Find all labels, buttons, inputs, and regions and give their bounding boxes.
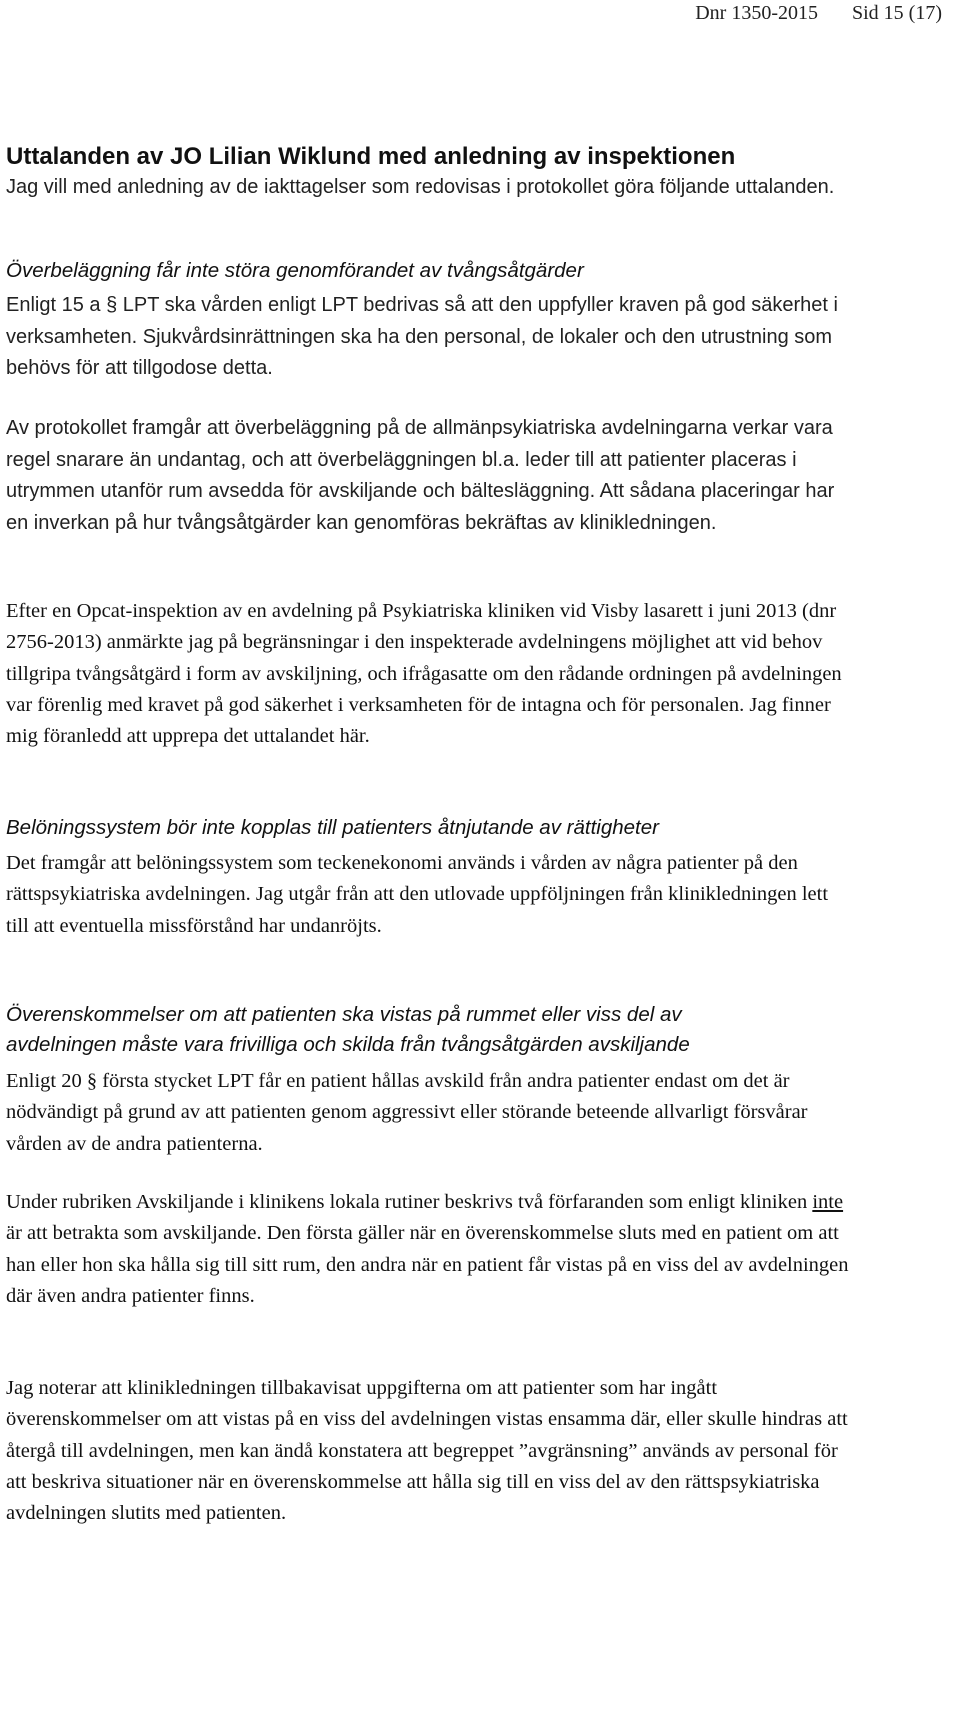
intro-paragraph: Jag vill med anledning av de iakttagelser som redovisas i protokollet göra följande uttalanden. bbox=[6, 176, 835, 198]
section3-paragraph-2 bbox=[6, 1187, 852, 1312]
paragraph-text: Under rubriken Avskiljande i klinikens lokala rutiner beskrivs två förfaranden som enligt kliniken bbox=[6, 1191, 813, 1213]
underlined-word: inte bbox=[812, 1191, 844, 1213]
section2-paragraph-1: Det framgår att belöningssystem som teckenekonomi används i vården av några patienter på den rättspsykiatriska avdelningen. Jag utgår från att den utlovade uppföljningen från klinikledningen lett till att eventuella missförstånd har undanröjts. bbox=[6, 852, 829, 937]
section1-paragraph-1: Enligt 15 a § LPT ska vården enligt LPT bedrivas så att den uppfyller kraven på god säkerhet i verksamheten. Sjukvårdsinrättningen ska ha den personal, de lokaler och den utrustning som behövs för att tillgodose detta. bbox=[6, 294, 838, 379]
section3-paragraph-3: Jag noterar att klinikledningen tillbakavisat uppgifterna om att patienter som har ingått överenskommelser om att vistas på en viss del avdelningen vistas ensamma där, eller skulle hindras att återgå till avdelningen, men kan ändå konstatera att begreppet ”avgränsning” används av personal för att beskriva situationer när en överenskommelse att hålla sig till en viss del av den rättspsykiatriska avdelningen slutits med patienten. bbox=[6, 1377, 848, 1525]
section1-paragraph-3: Efter en Opcat-inspektion av en avdelning på Psykiatriska kliniken vid Visby lasarett i juni 2013 (dnr 2756-2013) anmärkte jag på begränsningar i den inspekterade avdelningens möjlighet att vid behov tillgripa tvångsåtgärd i form av avskiljning, och ifrågasatte om den rådande ordningen på avdelningen var förenlig med kravet på god säkerhet i verksamheten för de intagna och för personalen. Jag finner mig föranledd att upprepa det uttalandet här. bbox=[6, 600, 842, 748]
section1-paragraph-2: Av protokollet framgår att överbeläggning på de allmänpsykiatriska avdelningarna verkar vara regel snarare än undantag, och att överbeläggningen bl.a. leder till att patienter placeras i utrymmen utanför rum avsedda för avskiljande och bältesläggning. Att sådana placeringar har en inverkan på hur tvångsåtgärder kan genomföras bekräftas av klinikledningen. bbox=[6, 417, 835, 534]
paragraph-text: är att betrakta som avskiljande. Den första gäller när en överenskommelse sluts med en patient om att han eller hon ska hålla sig till sitt rum, den andra när en patient får vistas på en viss del av avdelningen där även andra patienter finns. bbox=[6, 1222, 849, 1307]
section-heading-line-1: Överenskommelser om att patienten ska vistas på rummet eller viss del av bbox=[6, 1003, 682, 1026]
section-heading-line-2: avdelningen måste vara frivilliga och skilda från tvångsåtgärden avskiljande bbox=[6, 1033, 690, 1056]
section3-paragraph-1: Enligt 20 § första stycket LPT får en patient hållas avskild från andra patienter endast om det är nödvändigt på grund av att patienten genom aggressivt eller störande beteende allvarligt försvårar vården av de andra patienterna. bbox=[6, 1070, 808, 1155]
page-title: Uttalanden av JO Lilian Wiklund med anledning av inspektionen bbox=[6, 143, 736, 170]
page-header bbox=[695, 2, 942, 25]
page-number: Sid 15 (17) bbox=[852, 2, 942, 24]
document-number: Dnr 1350-2015 bbox=[695, 2, 818, 24]
section-heading-beloningssystem: Belöningssystem bör inte kopplas till patienters åtnjutande av rättigheter bbox=[6, 816, 659, 839]
section-heading-overenskommelser bbox=[6, 1000, 690, 1060]
section-heading-overbelaggning: Överbeläggning får inte störa genomförandet av tvångsåtgärder bbox=[6, 259, 584, 282]
